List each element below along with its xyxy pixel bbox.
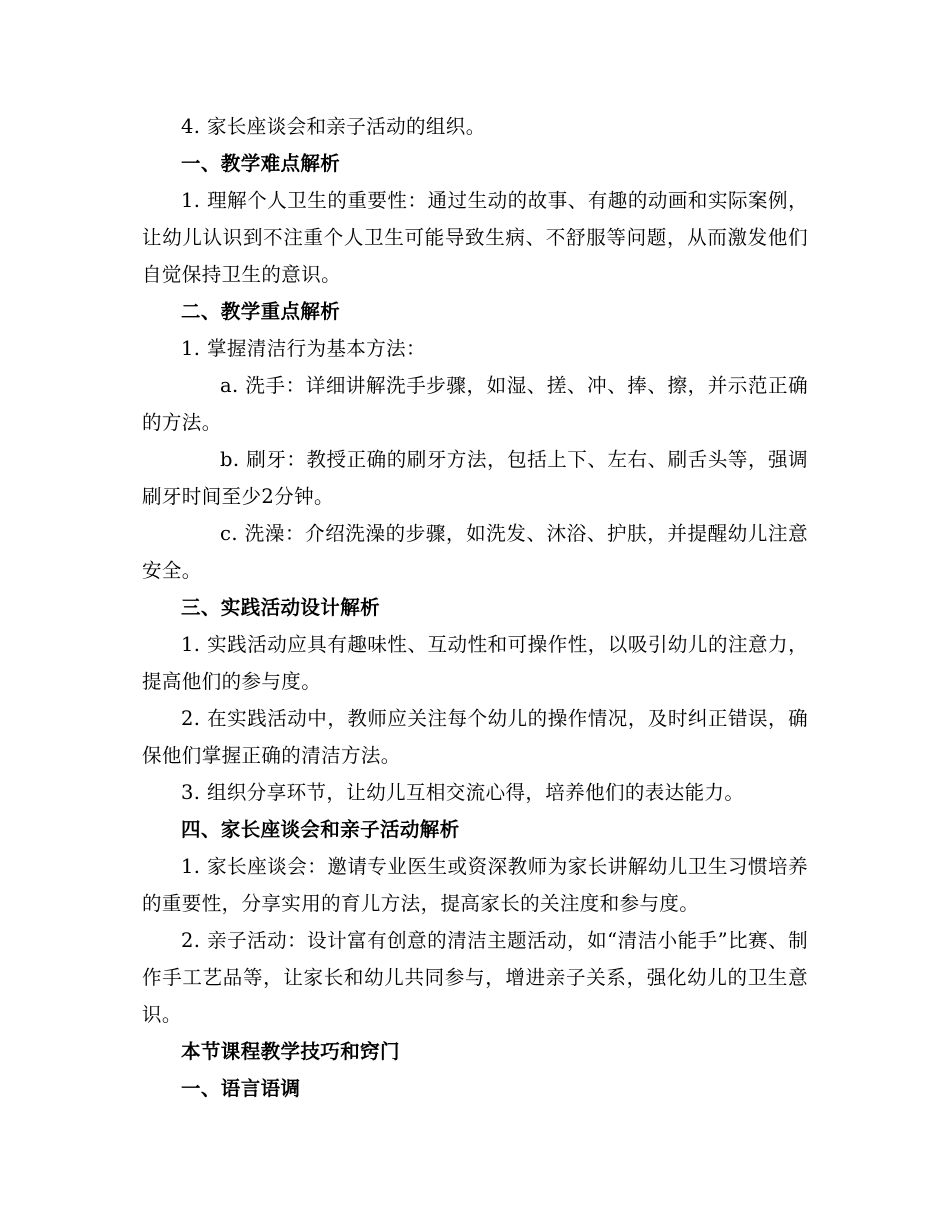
paragraph-key-point-1: 1. 掌握清洁行为基本方法： — [181, 337, 426, 360]
paragraph-handwashing: a. 洗手：详细讲解洗手步骤，如湿、搓、冲、捧、擦，并示范正确的方法。 — [142, 374, 808, 434]
paragraph-difficulty-1: 1. 理解个人卫生的重要性：通过生动的故事、有趣的动画和实际案例，让幼儿认识到不注重个人卫生可能导致生病、不舒服等问题，从而激发他们自觉保持卫生的意识。 — [142, 189, 808, 286]
section-heading-key-points: 二、教学重点解析 — [181, 300, 341, 323]
paragraph-item-4: 4. 家长座谈会和亲子活动的组织。 — [181, 115, 486, 138]
document-body — [142, 108, 808, 1107]
section-heading-parents: 四、家长座谈会和亲子活动解析 — [181, 818, 460, 841]
paragraph-practice-2: 2. 在实践活动中，教师应关注每个幼儿的操作情况，及时纠正错误，确保他们掌握正确的清洁方法。 — [142, 707, 808, 767]
paragraph-practice-1: 1. 实践活动应具有趣味性、互动性和可操作性，以吸引幼儿的注意力，提高他们的参与度。 — [142, 633, 808, 693]
section-heading-practice: 三、实践活动设计解析 — [181, 596, 381, 619]
paragraph-practice-3: 3. 组织分享环节，让幼儿互相交流心得，培养他们的表达能力。 — [181, 781, 745, 804]
section-heading-language: 一、语言语调 — [181, 1077, 301, 1100]
paragraph-parents-2: 2. 亲子活动：设计富有创意的清洁主题活动，如“清洁小能手”比赛、制作手工艺品等，让家长和幼儿共同参与，增进亲子关系，强化幼儿的卫生意识。 — [142, 929, 808, 1026]
paragraph-toothbrushing: b. 刷牙：教授正确的刷牙方法，包括上下、左右、刷舌头等，强调刷牙时间至少2分钟。 — [142, 448, 808, 508]
section-heading-difficulties: 一、教学难点解析 — [181, 152, 341, 175]
section-heading-tips: 本节课程教学技巧和窍门 — [181, 1040, 400, 1063]
paragraph-parents-1: 1. 家长座谈会：邀请专业医生或资深教师为家长讲解幼儿卫生习惯培养的重要性，分享实用的育儿方法，提高家长的关注度和参与度。 — [142, 855, 808, 915]
paragraph-bathing: c. 洗澡：介绍洗澡的步骤，如洗发、沐浴、护肤，并提醒幼儿注意安全。 — [142, 522, 808, 582]
